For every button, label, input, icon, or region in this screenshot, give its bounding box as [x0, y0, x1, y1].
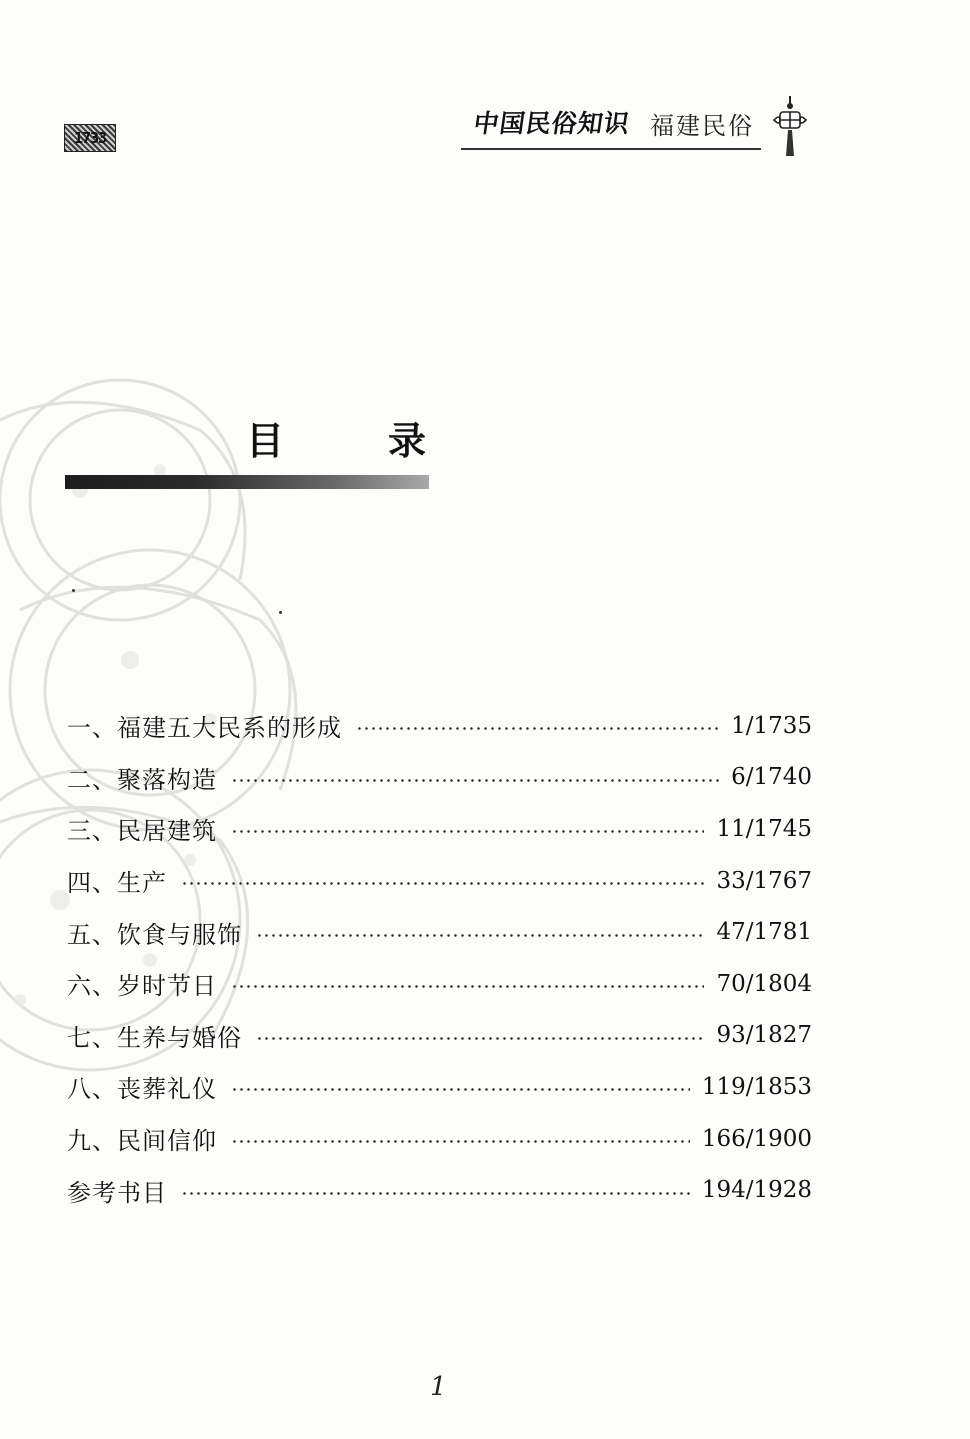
toc-entry-page: 6/1740 [731, 764, 812, 791]
toc-entry-label: 九、民间信仰 [67, 1127, 217, 1156]
toc-entry[interactable] [67, 906, 812, 958]
toc-entry-label: 参考书目 [67, 1178, 167, 1207]
toc-entry-page: 33/1767 [716, 867, 812, 894]
toc-title-char: 录 [387, 418, 426, 463]
toc-entry[interactable] [67, 803, 812, 855]
toc-entry[interactable] [67, 700, 812, 752]
dot-leader [181, 882, 704, 885]
series-title: 中国民俗知识 [471, 109, 632, 138]
toc-entry[interactable] [67, 1164, 812, 1216]
chinese-knot-icon [770, 96, 810, 160]
toc-entry-page: 1/1735 [731, 712, 812, 739]
toc-entry-label: 七、生养与婚俗 [67, 1023, 242, 1052]
toc-entry-label: 八、丧葬礼仪 [67, 1075, 217, 1104]
toc-entry[interactable] [67, 752, 812, 804]
toc-entry-label: 二、聚落构造 [67, 765, 217, 794]
toc-entry[interactable] [67, 1010, 812, 1062]
toc-entry-page: 11/1745 [716, 815, 812, 842]
dot-leader [181, 1192, 690, 1195]
header-rule [461, 148, 761, 150]
speck [279, 611, 282, 614]
toc-entry-page: 166/1900 [701, 1125, 812, 1152]
toc-title [246, 412, 426, 462]
toc-title-char: 目 [246, 418, 285, 463]
toc-list [67, 700, 812, 1216]
dot-leader [231, 779, 719, 782]
toc-entry[interactable] [67, 958, 812, 1010]
toc-entry-label: 四、生产 [67, 869, 167, 898]
toc-entry-label: 三、民居建筑 [67, 817, 217, 846]
page-number: 1 [430, 1372, 447, 1402]
toc-entry-page: 119/1853 [701, 1073, 812, 1100]
book-title: 福建民俗 [650, 112, 754, 140]
toc-entry-label: 五、饮食与服饰 [67, 920, 242, 949]
toc-entry-page: 194/1928 [701, 1177, 812, 1204]
dot-leader [231, 1140, 690, 1143]
toc-entry-page: 47/1781 [716, 919, 812, 946]
page-stamp: 1733 [64, 124, 116, 152]
dot-leader [231, 1088, 690, 1091]
toc-entry-page: 93/1827 [716, 1022, 812, 1049]
speck [72, 589, 75, 592]
toc-entry-label: 六、岁时节日 [67, 972, 217, 1001]
dot-leader [256, 934, 704, 937]
toc-entry-label: 一、福建五大民系的形成 [67, 714, 342, 743]
toc-entry[interactable] [67, 855, 812, 907]
toc-entry[interactable] [67, 1113, 812, 1165]
title-underline-bar [65, 475, 429, 489]
dot-leader [256, 1037, 704, 1040]
toc-entry-page: 70/1804 [716, 970, 812, 997]
dot-leader [231, 985, 704, 988]
toc-entry[interactable] [67, 1061, 812, 1113]
dot-leader [231, 830, 704, 833]
dot-leader [356, 727, 719, 730]
